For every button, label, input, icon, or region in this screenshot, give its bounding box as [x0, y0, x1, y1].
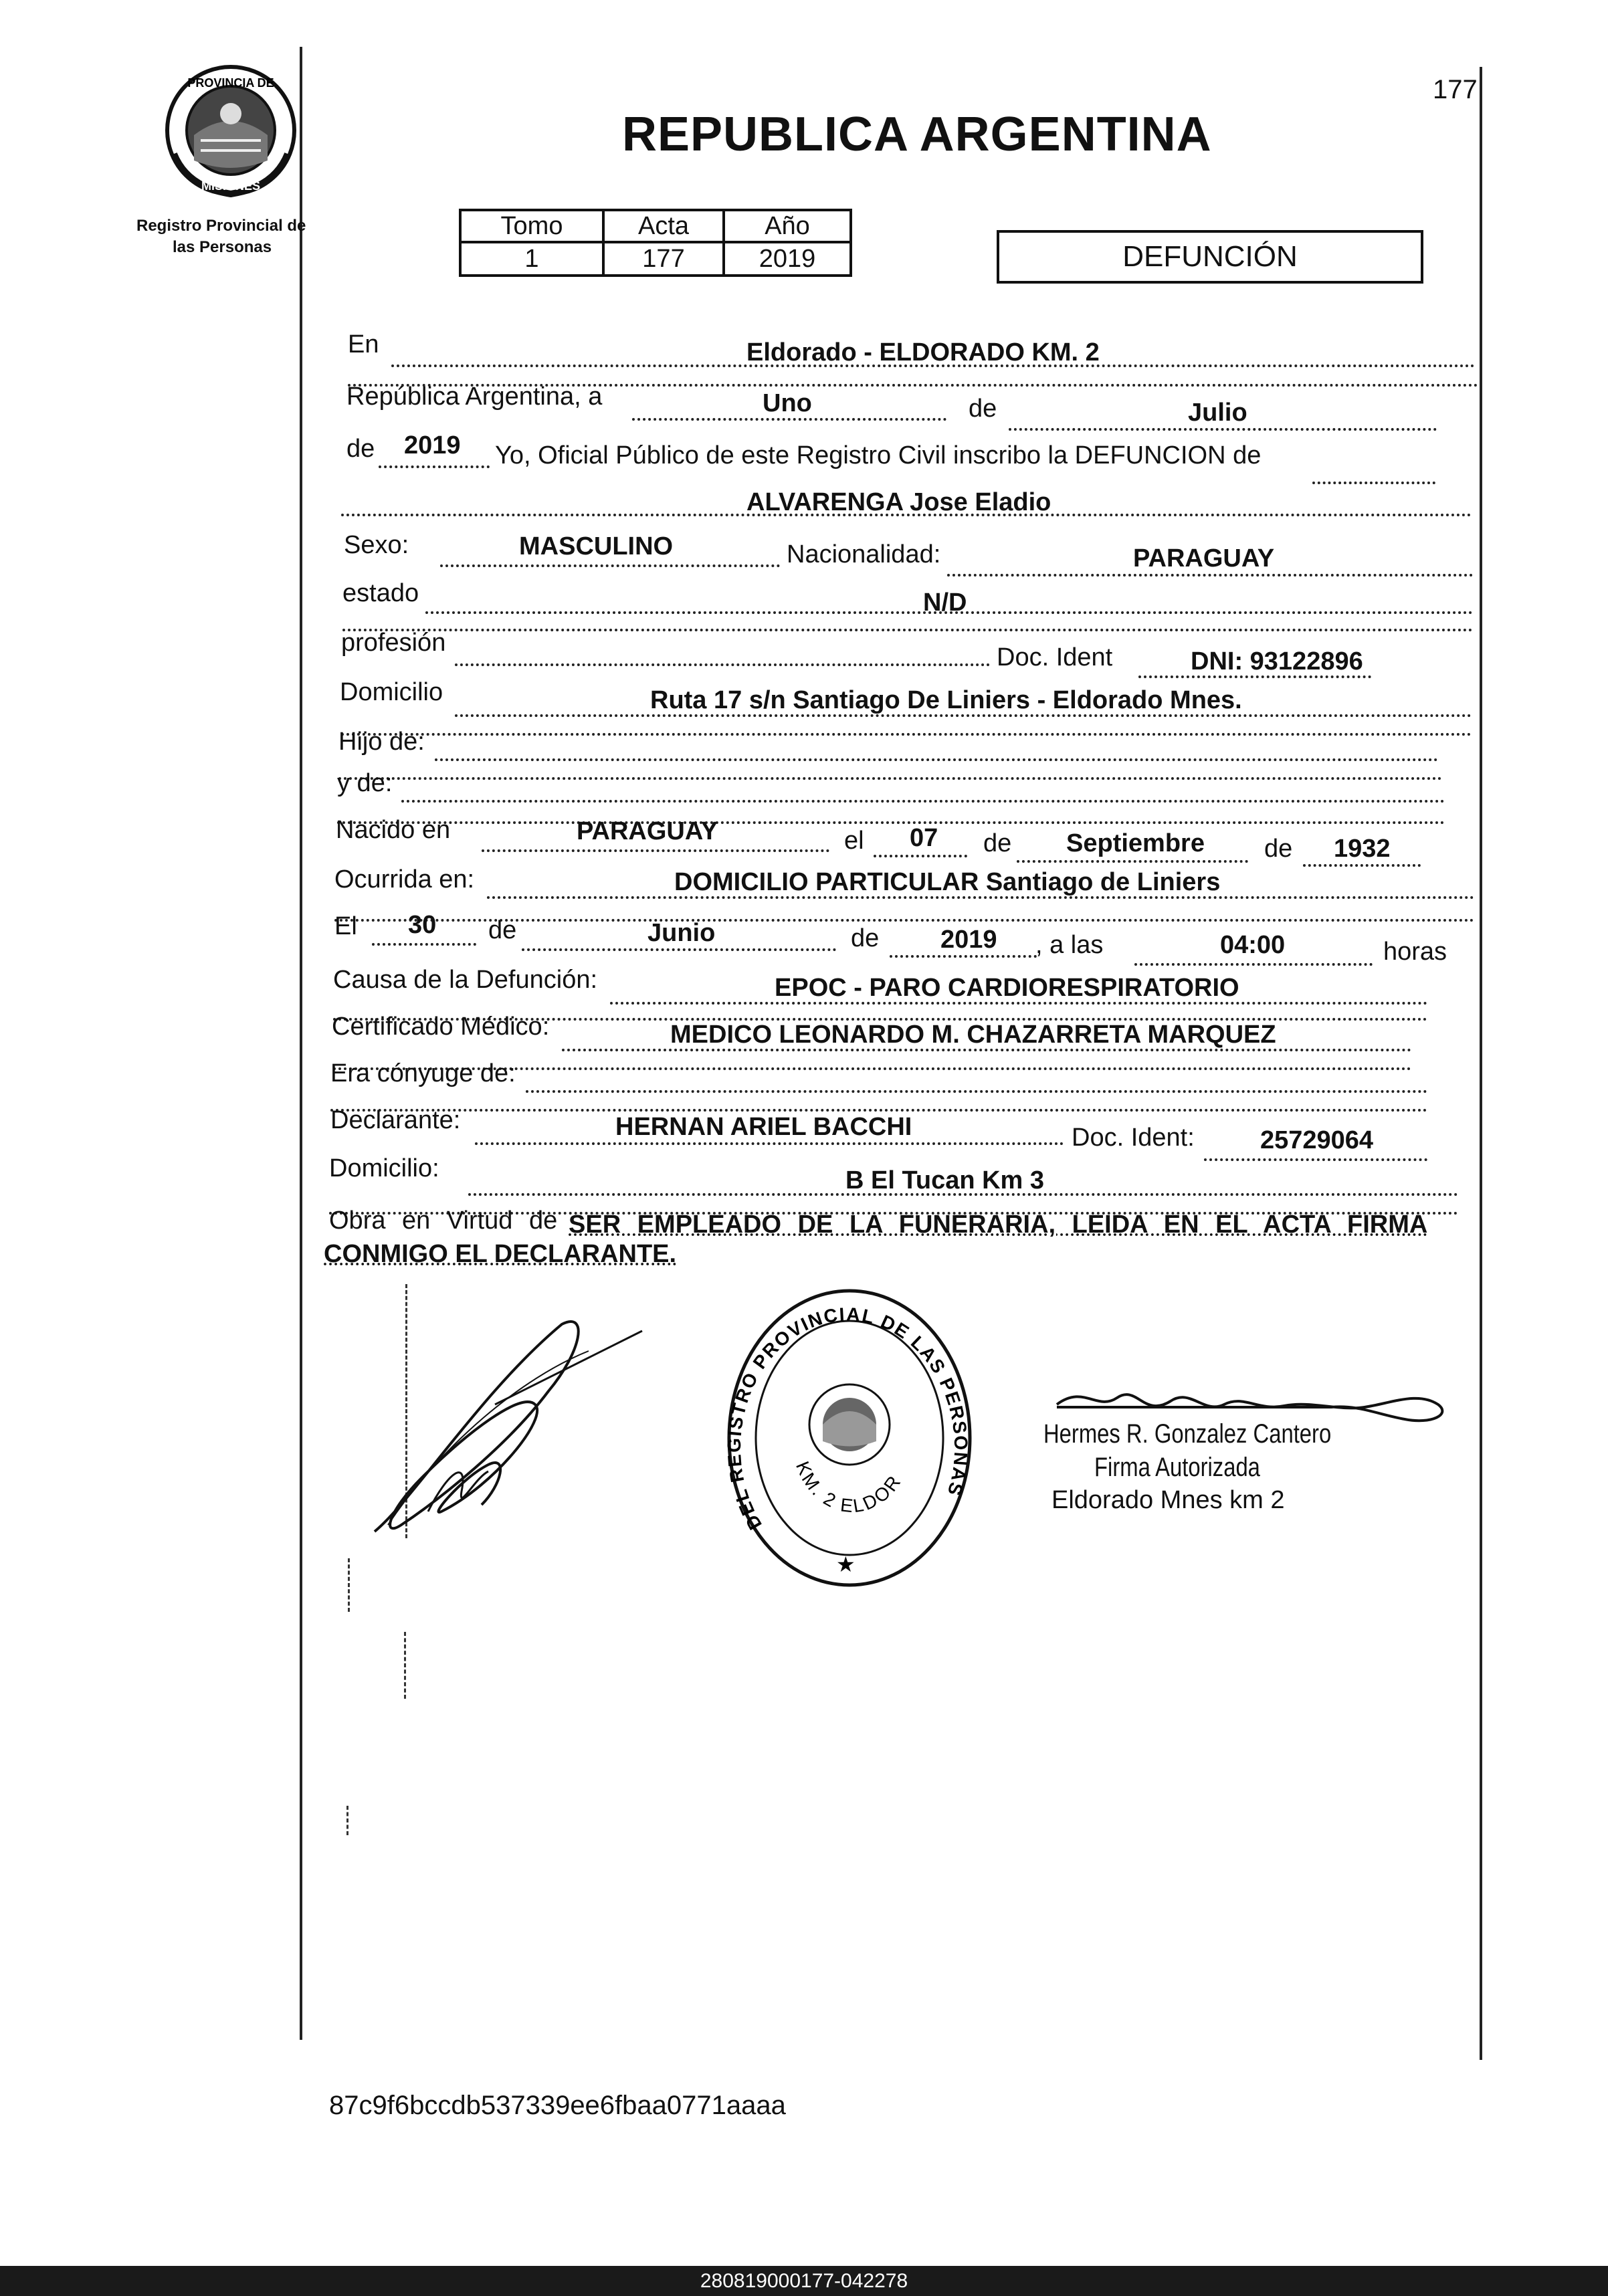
label-a-las: , a las: [1035, 931, 1104, 959]
label-y-de: y de:: [337, 769, 393, 797]
declarant-value: HERNAN ARIEL BACCHI: [615, 1113, 912, 1141]
value-acta: 177: [603, 242, 724, 276]
label-declarante: Declarante:: [330, 1106, 461, 1134]
label-certificado: Certificado Médico:: [332, 1013, 550, 1041]
svg-text:MISIONES: MISIONES: [201, 179, 261, 193]
label-doc-ident-declarante: Doc. Ident:: [1072, 1124, 1195, 1152]
doc-ident-value: DNI: 93122896: [1191, 647, 1363, 675]
label-estado: estado: [342, 579, 419, 607]
page-number: 177: [1433, 75, 1478, 104]
document-hash: 87c9f6bccdb537339ee6fbaa0771aaaa: [329, 2091, 786, 2120]
svg-text:KM. 2 ELDORADO: KM. 2 ELDOR: [791, 1458, 906, 1517]
cause-value: EPOC - PARO CARDIORESPIRATORIO: [775, 974, 1239, 1002]
label-de-death-month: de: [488, 916, 517, 944]
place-value: Eldorado - ELDORADO KM. 2: [746, 338, 1100, 367]
svg-text:PROVINCIA DE: PROVINCIA DE: [187, 76, 274, 90]
registry-name-line1: Registro Provincial de: [136, 217, 306, 235]
header-acta: Acta: [603, 210, 724, 242]
header-ano: Año: [724, 210, 851, 242]
label-domicilio: Domicilio: [340, 678, 443, 706]
label-de-birth-year: de: [1264, 835, 1293, 863]
registration-month: Julio: [1188, 399, 1247, 427]
label-hijo-de: Hijo de:: [338, 728, 425, 756]
registration-year: 2019: [404, 431, 461, 459]
svg-text:★: ★: [836, 1552, 856, 1576]
label-sexo: Sexo:: [344, 531, 409, 559]
label-obra-en-virtud: Obra en Virtud de: [329, 1207, 558, 1235]
birth-month: Septiembre: [1066, 829, 1205, 857]
label-domicilio-declarante: Domicilio:: [329, 1154, 439, 1182]
official-location: Eldorado Mnes km 2: [1051, 1486, 1285, 1514]
value-tomo: 1: [460, 242, 603, 276]
official-title: Firma Autorizada: [1094, 1453, 1260, 1482]
label-nacido-en: Nacido en: [336, 816, 451, 844]
footer-bar: [0, 2266, 1608, 2296]
label-de2: de: [346, 435, 375, 463]
nationality-value: PARAGUAY: [1133, 544, 1275, 572]
record-table: [459, 209, 852, 277]
deceased-name: ALVARENGA Jose Eladio: [746, 488, 1051, 516]
label-de-death-year: de: [851, 924, 880, 952]
label-de1: de: [969, 395, 997, 423]
declarant-doc-value: 25729064: [1260, 1126, 1374, 1154]
province-logo: [161, 60, 301, 201]
declarant-signature: [361, 1311, 656, 1552]
civil-status-value: N/D: [923, 589, 967, 617]
death-day: 30: [408, 911, 437, 939]
sex-value: MASCULINO: [519, 532, 674, 560]
label-conyuge: Era cónyuge de:: [330, 1059, 516, 1087]
by-virtue-line2: CONMIGO EL DECLARANTE.: [324, 1240, 677, 1268]
label-yo-oficial: Yo, Oficial Público de este Registro Civil inscribo la DEFUNCION de: [495, 441, 1262, 469]
left-border: [300, 47, 302, 2040]
label-ocurrida-en: Ocurrida en:: [334, 865, 475, 894]
label-en: En: [348, 330, 379, 358]
official-name: Hermes R. Gonzalez Cantero: [1043, 1419, 1332, 1449]
death-place: DOMICILIO PARTICULAR Santiago de Liniers: [674, 868, 1221, 896]
label-el: el: [844, 827, 864, 855]
label-de-birth-month: de: [983, 829, 1012, 857]
death-time: 04:00: [1220, 931, 1286, 959]
registry-stamp: [722, 1284, 977, 1592]
declarant-domicile-value: B El Tucan Km 3: [845, 1166, 1045, 1194]
death-year: 2019: [940, 926, 997, 954]
record-type-box: DEFUNCIÓN: [997, 230, 1423, 284]
birth-day: 07: [910, 824, 938, 852]
domicile-value: Ruta 17 s/n Santiago De Liniers - Eldorado Mnes.: [650, 686, 1242, 714]
label-nacionalidad: Nacionalidad:: [787, 540, 941, 568]
birth-year: 1932: [1334, 835, 1391, 863]
by-virtue-line1: SER EMPLEADO DE LA FUNERARIA, LEIDA EN EL ACTA FIRMA: [569, 1211, 1428, 1239]
label-causa: Causa de la Defunción:: [333, 966, 598, 994]
death-month: Junio: [647, 919, 716, 947]
page-title: REPUBLICA ARGENTINA: [622, 108, 1212, 161]
label-republica: República Argentina, a: [346, 383, 603, 411]
label-horas: horas: [1383, 938, 1447, 966]
right-border: [1480, 67, 1482, 2060]
medical-certificate-value: MEDICO LEONARDO M. CHAZARRETA MARQUEZ: [670, 1021, 1276, 1049]
value-ano: 2019: [724, 242, 851, 276]
svg-text:DEL REGISTRO PROVINCIAL DE LAS: DEL REGISTRO PROVINCIAL DE LAS PERSONAS: [723, 1303, 972, 1534]
registry-name-line2: las Personas: [173, 238, 272, 256]
birth-place: PARAGUAY: [577, 817, 718, 845]
header-tomo: Tomo: [460, 210, 603, 242]
label-profesion: profesión: [341, 629, 446, 657]
label-el-death: El: [334, 912, 357, 940]
footer-id: 280819000177-042278: [700, 2270, 908, 2292]
registration-day: Uno: [763, 389, 812, 417]
label-doc-ident: Doc. Ident: [997, 643, 1113, 671]
